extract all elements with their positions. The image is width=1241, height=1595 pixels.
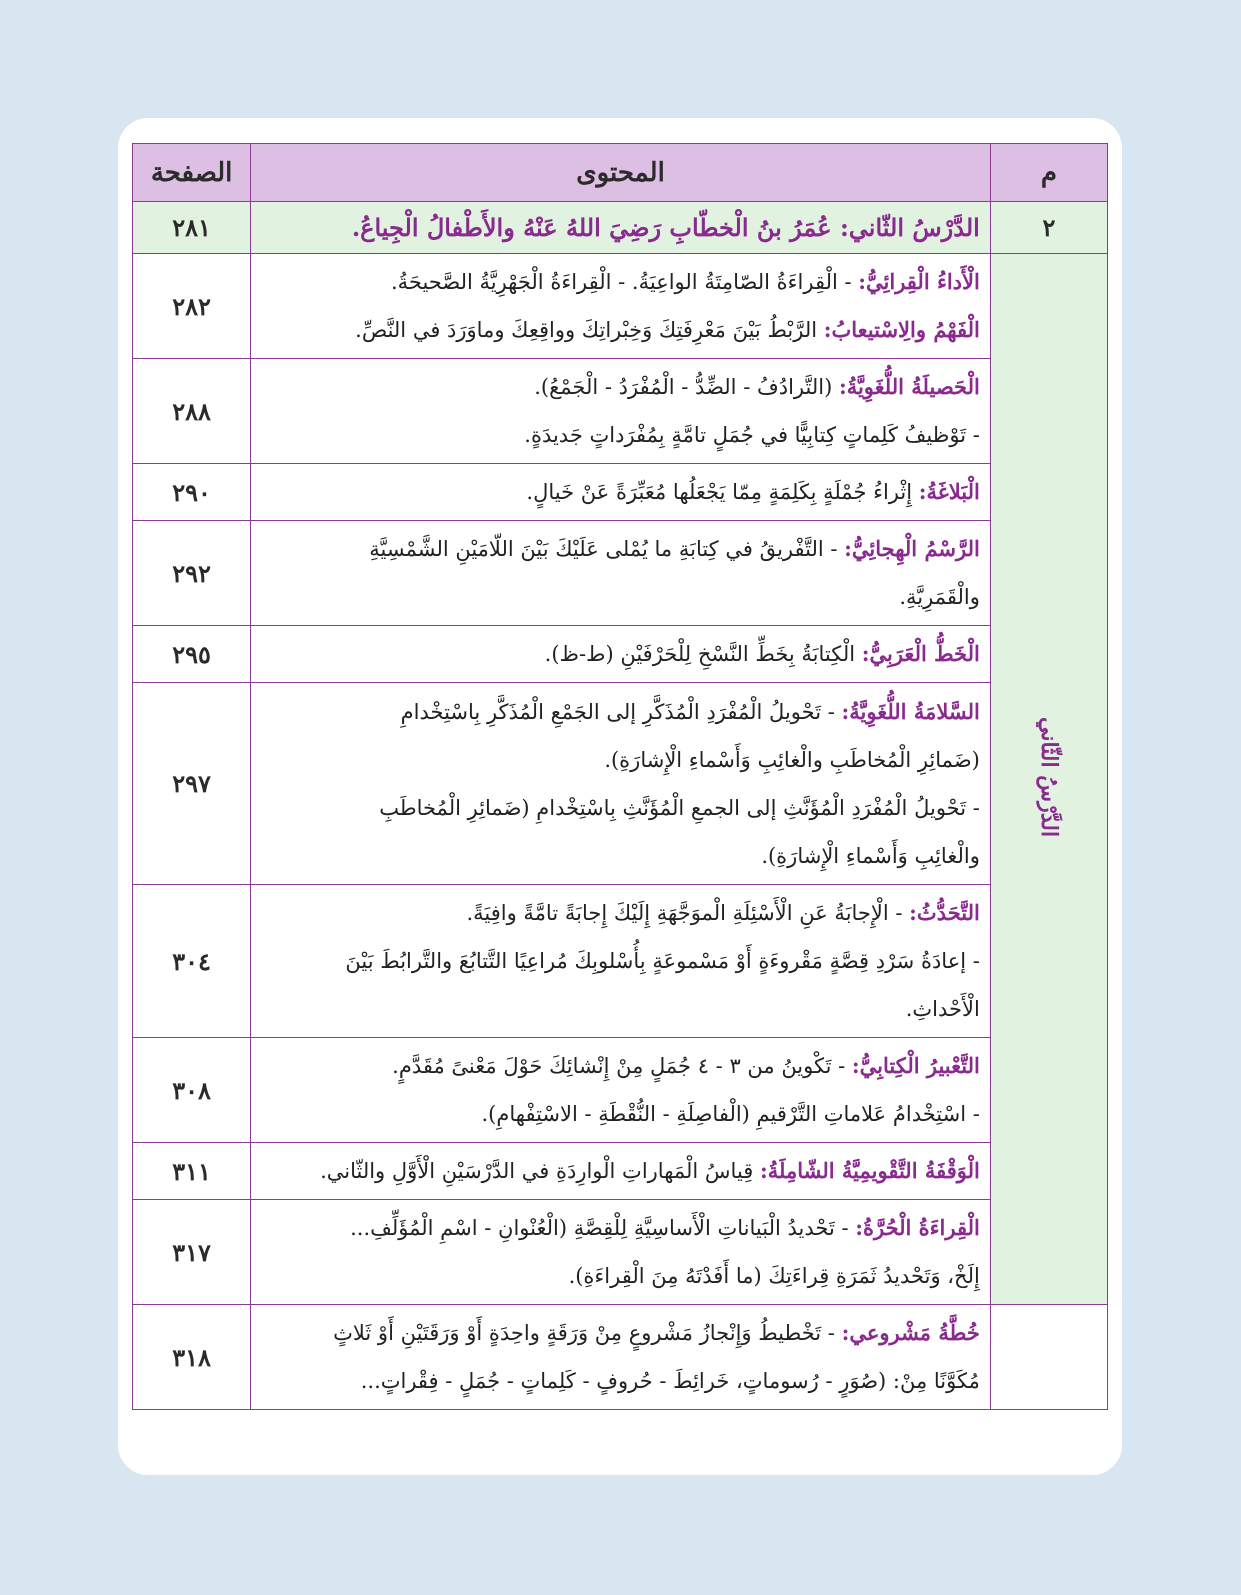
content-cell: [251, 683, 991, 885]
content-line: [259, 411, 980, 459]
lesson-title-row: [133, 202, 1108, 254]
content-line: [259, 468, 980, 516]
page-number: ٢٨٨: [133, 359, 251, 464]
content-line: [259, 525, 980, 573]
content-line: [259, 784, 980, 832]
skill-text: (ضَمائِرِ الْمُخاطَبِ والْغائِبِ وَأَسْماءِ الْإِشارَةِ).: [604, 747, 980, 772]
content-line: [259, 363, 980, 411]
page-number: ٢٩٧: [133, 683, 251, 885]
skill-heading: الْأَداءُ الْقِرائِيُّ:: [858, 269, 980, 294]
content-line: [259, 832, 980, 880]
skill-heading: الْقِراءَةُ الْحُرَّةُ:: [855, 1215, 980, 1240]
skill-text: - تَوْظيفُ كَلِماتٍ كِتابِيًّا في جُمَلٍ تامَّةٍ بِمُفْرَداتٍ جَديدَةٍ.: [524, 423, 980, 447]
page-number: ٢٩٥: [133, 626, 251, 683]
content-cell: [251, 464, 991, 521]
skill-heading: التَّعْبيرُ الْكِتابِيُّ:: [851, 1053, 980, 1078]
header-content: المحتوى: [251, 144, 991, 202]
content-line: [259, 1309, 980, 1357]
lesson-number: ٢: [990, 202, 1107, 254]
skill-heading: الْوَقْفَةُ التَّقْويمِيَّةُ الشّامِلَةُ:: [760, 1158, 980, 1183]
skill-text: إِلَخْ، وَتَحْديدُ ثَمَرَةِ قِراءَتِكَ (ما أَفَدْتَهُ مِنَ الْقِراءَةِ).: [568, 1264, 980, 1288]
skill-heading: الْخَطُّ الْعَرَبِيُّ:: [861, 641, 980, 666]
content-line: [259, 1042, 980, 1090]
content-line: [259, 1252, 980, 1300]
lesson-page: ٢٨١: [133, 202, 251, 254]
table-row: [133, 626, 1108, 683]
skill-text: - الْقِراءَةُ الصّامِتَةُ الواعِيَةُ. - الْقِراءَةُ الْجَهْرِيَّةُ الصَّحيحَةُ.: [390, 270, 859, 294]
page-number: ٣٠٨: [133, 1038, 251, 1143]
page-number: ٣١٨: [133, 1305, 251, 1410]
lesson-title: الدَّرْسُ الثّاني: عُمَرُ بنُ الْخطّابِ رَضِيَ اللهُ عَنْهُ والأَطْفالُ الْجِياعُ.: [251, 202, 991, 254]
skill-text: مُكَوَّنًا مِنْ: (صُوَرٍ - رُسوماتٍ، خَرائِطَ - حُروفٍ - كَلِماتٍ - جُمَلٍ - فِقْراتٍ...: [360, 1369, 980, 1393]
page-number: ٣١١: [133, 1143, 251, 1200]
content-line: [259, 889, 980, 937]
skill-text: - اسْتِخْدامُ عَلاماتِ التَّرْقيمِ (الْفاصِلَةِ - النُّقْطَةِ - الاسْتِفْهامِ).: [481, 1102, 980, 1126]
content-cell: [251, 885, 991, 1038]
skill-text: - تَخْطيطُ وَإِنْجازُ مَشْروعٍ مِنْ وَرَقَةٍ واحِدَةٍ أَوْ وَرَقَتَيْنِ أَوْ ثَلاثٍ: [333, 1321, 842, 1345]
empty-side-cell: [990, 1305, 1107, 1410]
skill-text: إِثْراءُ جُمْلَةٍ بِكَلِمَةٍ مِمّا يَجْعَلُها مُعَبِّرَةً عَنْ خَيالٍ.: [526, 480, 919, 504]
content-line: [259, 306, 980, 354]
content-line: [259, 1357, 980, 1405]
content-line: [259, 1090, 980, 1138]
content-line: [259, 1204, 980, 1252]
content-cell: [251, 1200, 991, 1305]
header-m: م: [990, 144, 1107, 202]
table-row: [133, 254, 1108, 359]
skill-text: - التَّفْريقُ في كِتابَةِ ما يُمْلى عَلَيْكَ بَيْنَ اللّامَيْنِ الشَّمْسِيَّةِ: [369, 537, 845, 561]
content-cell: [251, 521, 991, 626]
content-line: [259, 258, 980, 306]
contents-table: [132, 143, 1108, 1410]
table-row: [133, 521, 1108, 626]
page-number: ٣١٧: [133, 1200, 251, 1305]
table-row: [133, 885, 1108, 1038]
content-line: [259, 985, 980, 1033]
content-cell: [251, 1038, 991, 1143]
content-cell: [251, 626, 991, 683]
skill-text: (التَّرادُفُ - الضِّدُّ - الْمُفْرَدُ - الْجَمْعُ).: [534, 375, 839, 399]
skill-text: - الْإِجابَةُ عَنِ الْأَسْئِلَةِ الْموَجَّهَةِ إِلَيْكَ إِجابَةً تامَّةً وافِيَةً.: [466, 901, 910, 925]
page-number: ٢٨٢: [133, 254, 251, 359]
skill-heading: التَّحَدُّثُ:: [909, 900, 980, 925]
skill-text: والْغائِبِ وَأَسْماءِ الْإِشارَةِ).: [761, 843, 980, 868]
content-cell: [251, 1143, 991, 1200]
header-row: [133, 144, 1108, 202]
content-line: [259, 1147, 980, 1195]
skill-text: - تَحْويلُ الْمُفْرَدِ الْمُذَكَّرِ إلى الجَمْعِ الْمُذَكَّرِ بِاسْتِخْدامِ: [400, 699, 842, 724]
content-line: [259, 573, 980, 621]
content-cell: [251, 254, 991, 359]
skill-text: - تَكْوينُ من ٣ - ٤ جُمَلٍ مِنْ إِنْشائِكَ حَوْلَ مَعْنىً مُقَدَّمٍ.: [392, 1054, 852, 1078]
skill-text: الرَّبْطُ بَيْنَ مَعْرِفَتِكَ وَخِبْراتِكَ وواقِعِكَ وماوَرَدَ في النَّصِّ.: [355, 318, 824, 342]
lesson-side-label: الدَّرْسُ الثّاني: [1035, 716, 1062, 838]
table-row: [133, 1200, 1108, 1305]
skill-text: - تَحْويلُ الْمُفْرَدِ الْمُؤَنَّثِ إلى الجمعِ الْمُؤَنَّثِ بِاسْتِخْدامِ (ضَمائِرِ الْمُخاطَبِ: [379, 795, 980, 820]
content-line: [259, 937, 980, 985]
table-row: [133, 1038, 1108, 1143]
skill-text: الْأَحْداثِ.: [905, 997, 980, 1021]
table-row: [133, 1305, 1108, 1410]
skill-text: - تَحْديدُ الْبَياناتِ الْأَساسِيَّةِ لِلْقِصَّةِ (الْعُنْوانِ - اسْمِ الْمُؤَلِّفِ...: [350, 1216, 856, 1240]
lesson-side-cell: [990, 254, 1107, 1305]
skill-heading: الرَّسْمُ الْهِجائِيُّ:: [844, 536, 980, 561]
skill-text: الْكِتابَةُ بِخَطِّ النَّسْخِ لِلْحَرْفَيْنِ (ط-ظ).: [544, 642, 862, 666]
table-row: [133, 464, 1108, 521]
content-cell: [251, 359, 991, 464]
table-row: [133, 359, 1108, 464]
page-number: ٢٩٠: [133, 464, 251, 521]
content-line: [259, 688, 980, 736]
table-row: [133, 683, 1108, 885]
table-row: [133, 1143, 1108, 1200]
page-number: ٢٩٢: [133, 521, 251, 626]
skill-heading: الْفَهْمُ والِاسْتيعابُ:: [823, 317, 980, 342]
page-number: ٣٠٤: [133, 885, 251, 1038]
skill-text: والْقَمَرِيَّةِ.: [899, 585, 980, 609]
content-line: [259, 736, 980, 784]
skill-text: قِياسُ الْمَهاراتِ الْوارِدَةِ في الدَّرْسَيْنِ الْأَوَّلِ والثّاني.: [320, 1159, 761, 1183]
skill-heading: الْحَصيلَةُ اللُّغَوِيَّةُ:: [838, 374, 980, 399]
content-cell: [251, 1305, 991, 1410]
skill-heading: السَّلامَةُ اللُّغَوِيَّةُ:: [841, 698, 980, 724]
content-line: [259, 630, 980, 678]
skill-heading: الْبَلاغَةُ:: [918, 479, 980, 504]
skill-text: - إعادَةُ سَرْدِ قِصَّةٍ مَقْروءَةٍ أَوْ مَسْموعَةٍ بِأُسْلوبِكَ مُراعِيًا التَّتابُعَ والتَّرابُطَ بَيْنَ: [345, 949, 980, 973]
skill-heading: خُطَّةُ مَشْروعي:: [841, 1320, 980, 1345]
header-page: الصفحة: [133, 144, 251, 202]
